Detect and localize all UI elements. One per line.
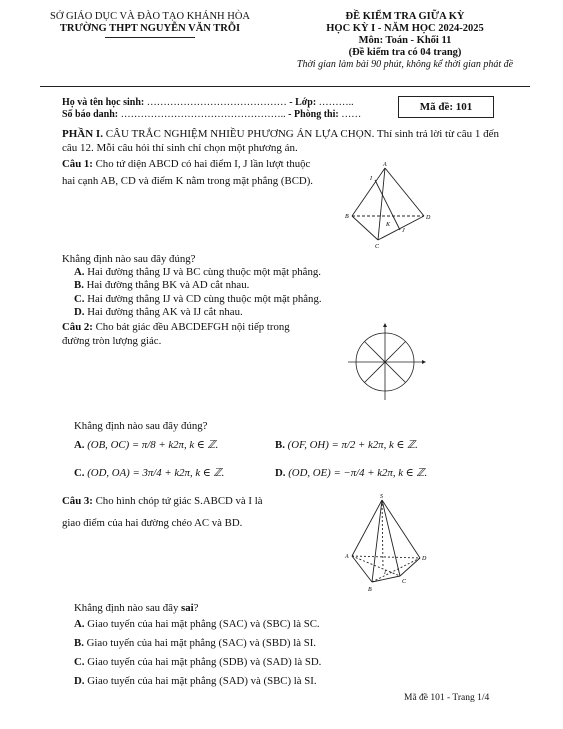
fig3-label-a: A: [345, 554, 349, 560]
q2-option-a-text: (OB, OC) = π/8 + k2π, k ∈ ℤ.: [84, 439, 219, 451]
q3-prompt-end: ?: [193, 602, 199, 614]
department-name: SỞ GIÁO DỤC VÀ ĐÀO TẠO KHÁNH HÒA: [50, 11, 250, 22]
part1-text1: CÂU TRẮC NGHIỆM NHIỀU PHƯƠNG ÁN LỰA CHỌN. Thí sinh trả lời từ câu 1 đến: [102, 128, 499, 140]
q3-option-a-text: Giao tuyến của hai mặt phẳng (SAC) và (SBC) là SC.: [84, 618, 320, 630]
page-footer: Mã đề 101 - Trang 1/4: [404, 693, 490, 703]
q2-option-d[interactable]: [275, 466, 427, 482]
student-id-row: [62, 109, 361, 120]
q2-option-b[interactable]: [275, 438, 418, 454]
q2-option-d-key: D.: [275, 467, 286, 479]
edge-bc: [372, 576, 400, 582]
fig1-label-a: A: [383, 162, 387, 168]
segment-si: [382, 500, 383, 568]
exam-title: ĐỀ KIỂM TRA GIỮA KỲ: [345, 11, 465, 22]
edge-ab: [352, 168, 385, 216]
q3-option-c[interactable]: [74, 655, 321, 671]
school-underline: [105, 37, 195, 38]
q3-prompt-emphasis: sai: [181, 602, 194, 614]
school-name: TRƯỜNG THPT NGUYỄN VĂN TRỖI: [59, 23, 241, 34]
q3-option-b[interactable]: [74, 636, 316, 652]
q3-stem-line1: [62, 494, 263, 510]
q2-stem-line2: đường tròn lượng giác.: [62, 335, 162, 347]
student-name-dots: ……………………………………: [144, 97, 290, 108]
x-axis-arrow-icon: [422, 360, 426, 364]
edge-sc: [382, 500, 400, 576]
q3-option-b-text: Giao tuyến của hai mặt phẳng (SAC) và (SBD) là SI.: [83, 637, 316, 649]
q2-option-a-key: A.: [74, 439, 85, 451]
fig3-label-s: S: [380, 494, 383, 500]
fig1-label-k: K: [386, 222, 391, 228]
q1-stem-line2: hai cạnh AB, CD và điểm K nằm trong mặt phẳng (BCD).: [62, 175, 313, 187]
q3-option-d-key: D.: [74, 675, 85, 687]
fig3-label-d: D: [422, 556, 427, 562]
q3-pyramid-figure: [340, 492, 435, 594]
q3-option-d-text: Giao tuyến của hai mặt phẳng (SAD) và (SBC) là SI.: [84, 675, 317, 687]
exam-duration: Thời gian làm bài 90 phút, không kể thời gian phát đề: [296, 59, 514, 70]
room-label: - Phòng thi:: [288, 109, 339, 120]
fig1-label-c: C: [375, 244, 380, 250]
q1-option-c-key: C.: [74, 293, 85, 305]
q2-unit-circle-figure: [340, 322, 430, 404]
edge-sb: [372, 500, 382, 582]
q3-option-a[interactable]: [74, 617, 320, 633]
q3-prompt-text: Khẳng định nào sau đây: [74, 602, 182, 614]
q3-stem-line2: giao điểm của hai đường chéo AC và BD.: [62, 517, 243, 529]
q1-option-a-key: A.: [74, 266, 85, 278]
edge-ad: [352, 556, 420, 558]
fig1-label-j: J: [402, 228, 405, 234]
header-divider: [40, 86, 530, 87]
q1-option-d-text: Hai đường thẳng AK và IJ cắt nhau.: [84, 306, 243, 318]
edge-ab: [352, 556, 372, 582]
student-id-dots: …………………………………………..: [118, 109, 289, 120]
room-dots: ……: [338, 109, 362, 120]
y-axis-arrow-icon: [383, 323, 387, 327]
q1-text1: Cho tứ diện ABCD có hai điểm I, J lần lượt thuộc: [92, 158, 311, 170]
exam-code-box: Mã đề: 101: [398, 96, 494, 118]
fig3-label-b: B: [368, 587, 372, 593]
q3-option-b-key: B.: [74, 637, 84, 649]
fig1-label-b: B: [345, 214, 349, 220]
fig3-label-i: I: [384, 570, 386, 576]
edge-ac: [378, 168, 385, 240]
fig3-label-c: C: [402, 579, 407, 585]
q3-option-a-key: A.: [74, 618, 85, 630]
q1-option-d-key: D.: [74, 306, 85, 318]
q3-option-c-text: Giao tuyến của hai mặt phẳng (SDB) và (SAD) là SD.: [84, 656, 322, 668]
q2-prompt: Khẳng định nào sau đây đúng?: [74, 420, 208, 432]
q2-text1: Cho bát giác đều ABCDEFGH nội tiếp trong: [92, 321, 290, 333]
q1-option-b-text: Hai đường thẳng BK và AD cắt nhau.: [83, 279, 250, 291]
q1-option-a-text: Hai đường thẳng IJ và BC cùng thuộc một mặt phẳng.: [84, 266, 321, 278]
student-name-label: Họ và tên học sinh:: [62, 97, 145, 108]
part1-line2: câu 12. Mỗi câu hỏi thí sinh chỉ chọn một phương án.: [62, 142, 298, 154]
fig1-label-d: D: [426, 215, 431, 221]
q3-option-c-key: C.: [74, 656, 85, 668]
q1-option-b-key: B.: [74, 279, 84, 291]
exam-subject: Môn: Toán - Khối 11: [358, 35, 452, 46]
q2-option-d-text: (OD, OE) = −π/4 + k2π, k ∈ ℤ.: [285, 467, 428, 479]
q2-option-c[interactable]: [74, 466, 224, 482]
q2-label: Câu 2:: [62, 321, 93, 333]
part1-title: PHẦN I.: [62, 128, 103, 140]
q1-label: Câu 1:: [62, 158, 93, 170]
q1-prompt: Khẳng định nào sau đây đúng?: [62, 253, 196, 265]
student-name-row: [62, 97, 354, 108]
q2-option-b-key: B.: [275, 439, 285, 451]
q1-tetrahedron-figure: [338, 160, 438, 250]
q2-option-c-key: C.: [74, 467, 85, 479]
class-label: - Lớp:: [289, 97, 317, 108]
diag-bd: [372, 558, 420, 582]
edge-sd: [382, 500, 420, 558]
q1-option-c-text: Hai đường thẳng IJ và CD cùng thuộc một mặt phẳng.: [84, 293, 322, 305]
fig1-label-i: I: [370, 176, 372, 182]
exam-term: HỌC KỲ I - NĂM HỌC 2024-2025: [326, 23, 484, 34]
q2-option-c-text: (OD, OA) = 3π/4 + k2π, k ∈ ℤ.: [84, 467, 225, 479]
q2-option-a[interactable]: [74, 438, 218, 454]
q3-prompt: [74, 601, 198, 617]
q3-text1: Cho hình chóp tứ giác S.ABCD và I là: [92, 495, 263, 507]
edge-cd: [378, 216, 424, 240]
q2-option-b-text: (OF, OH) = π/2 + k2π, k ∈ ℤ.: [284, 439, 418, 451]
q1-option-d[interactable]: [74, 305, 243, 321]
edge-cd: [400, 558, 420, 576]
q1-stem-line1: [62, 157, 310, 173]
edge-bc: [352, 216, 378, 240]
student-id-label: Số báo danh:: [62, 109, 119, 120]
edge-ad: [385, 168, 424, 216]
q3-option-d[interactable]: [74, 674, 317, 690]
exam-pages: (Đề kiểm tra có 04 trang): [348, 47, 462, 58]
edge-sa: [352, 500, 382, 556]
q3-label: Câu 3:: [62, 495, 93, 507]
class-dots: ………..: [316, 97, 354, 108]
part1-line1: [62, 128, 499, 140]
